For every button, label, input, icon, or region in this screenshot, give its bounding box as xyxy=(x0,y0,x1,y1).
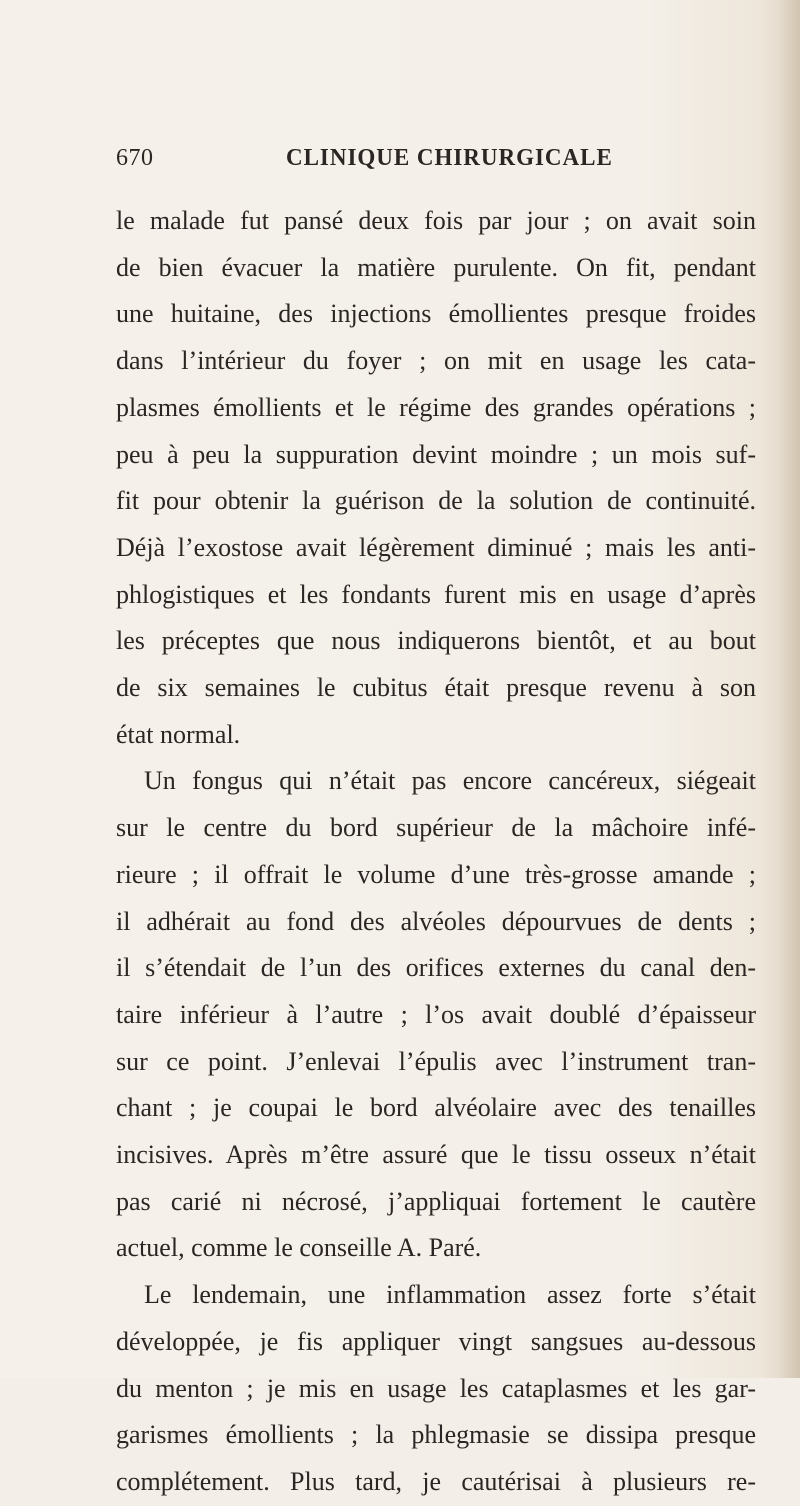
text-line: chant ; je coupai le bord alvéolaire avec des tenailles xyxy=(116,1093,756,1123)
text-line: de six semaines le cubitus était presque revenu à son xyxy=(116,673,756,703)
text-line: peu à peu la suppuration devint moindre ; un mois suf- xyxy=(116,439,756,469)
text-line: plasmes émollients et le régime des grandes opérations ; xyxy=(116,392,756,422)
text-line: sur le centre du bord supérieur de la mâchoire infé- xyxy=(116,813,756,843)
text-line: fit pour obtenir la guérison de la solution de continuité. xyxy=(116,486,756,516)
text-line: les préceptes que nous indiquerons bientôt, et au bout xyxy=(116,626,756,656)
text-line: rieure ; il offrait le volume d’une très-grosse amande ; xyxy=(116,859,756,889)
text-line: sur ce point. J’enlevai l’épulis avec l’instrument tran- xyxy=(116,1046,756,1076)
page-number: 670 xyxy=(116,145,154,171)
running-title: CLINIQUE CHIRURGICALE xyxy=(286,145,613,171)
paragraph-end-line: état normal. xyxy=(116,719,241,749)
text-line: il s’étendait de l’un des orifices externes du canal den- xyxy=(116,953,756,983)
paragraph-end-line: actuel, comme le conseille A. Paré. xyxy=(116,1233,482,1263)
text-line: phlogistiques et les fondants furent mis en usage d’après xyxy=(116,579,756,609)
text-line: il adhérait au fond des alvéoles dépourvues de dents ; xyxy=(116,906,756,936)
text-line: pas carié ni nécrosé, j’appliquai fortement le cautère xyxy=(116,1186,756,1216)
text-line: Déjà l’exostose avait légèrement diminué ; mais les anti- xyxy=(116,532,756,562)
text-line: complétement. Plus tard, je cautérisai à plusieurs re- xyxy=(116,1466,756,1496)
text-line: une huitaine, des injections émollientes presque froides xyxy=(116,299,756,329)
text-line: développée, je fis appliquer vingt sangsues au-dessous xyxy=(116,1326,756,1356)
text-line: dans l’intérieur du foyer ; on mit en usage les cata- xyxy=(116,346,756,376)
page-header xyxy=(116,145,756,181)
page-edge-shadow xyxy=(778,0,800,1378)
text-line: de bien évacuer la matière purulente. On fit, pendant xyxy=(116,252,756,282)
text-line: du menton ; je mis en usage les cataplasmes et les gar- xyxy=(116,1373,756,1403)
paragraph-start-line: Le lendemain, une inflammation assez forte s’était xyxy=(144,1280,756,1310)
text-line: garismes émollients ; la phlegmasie se dissipa presque xyxy=(116,1420,756,1450)
text-line: le malade fut pansé deux fois par jour ; on avait soin xyxy=(116,206,756,235)
body-text xyxy=(116,198,756,1506)
text-line: taire inférieur à l’autre ; l’os avait doublé d’épaisseur xyxy=(116,999,756,1029)
text-line: incisives. Après m’être assuré que le tissu osseux n’était xyxy=(116,1140,756,1170)
paragraph-start-line: Un fongus qui n’était pas encore cancéreux, siégeait xyxy=(144,766,756,796)
